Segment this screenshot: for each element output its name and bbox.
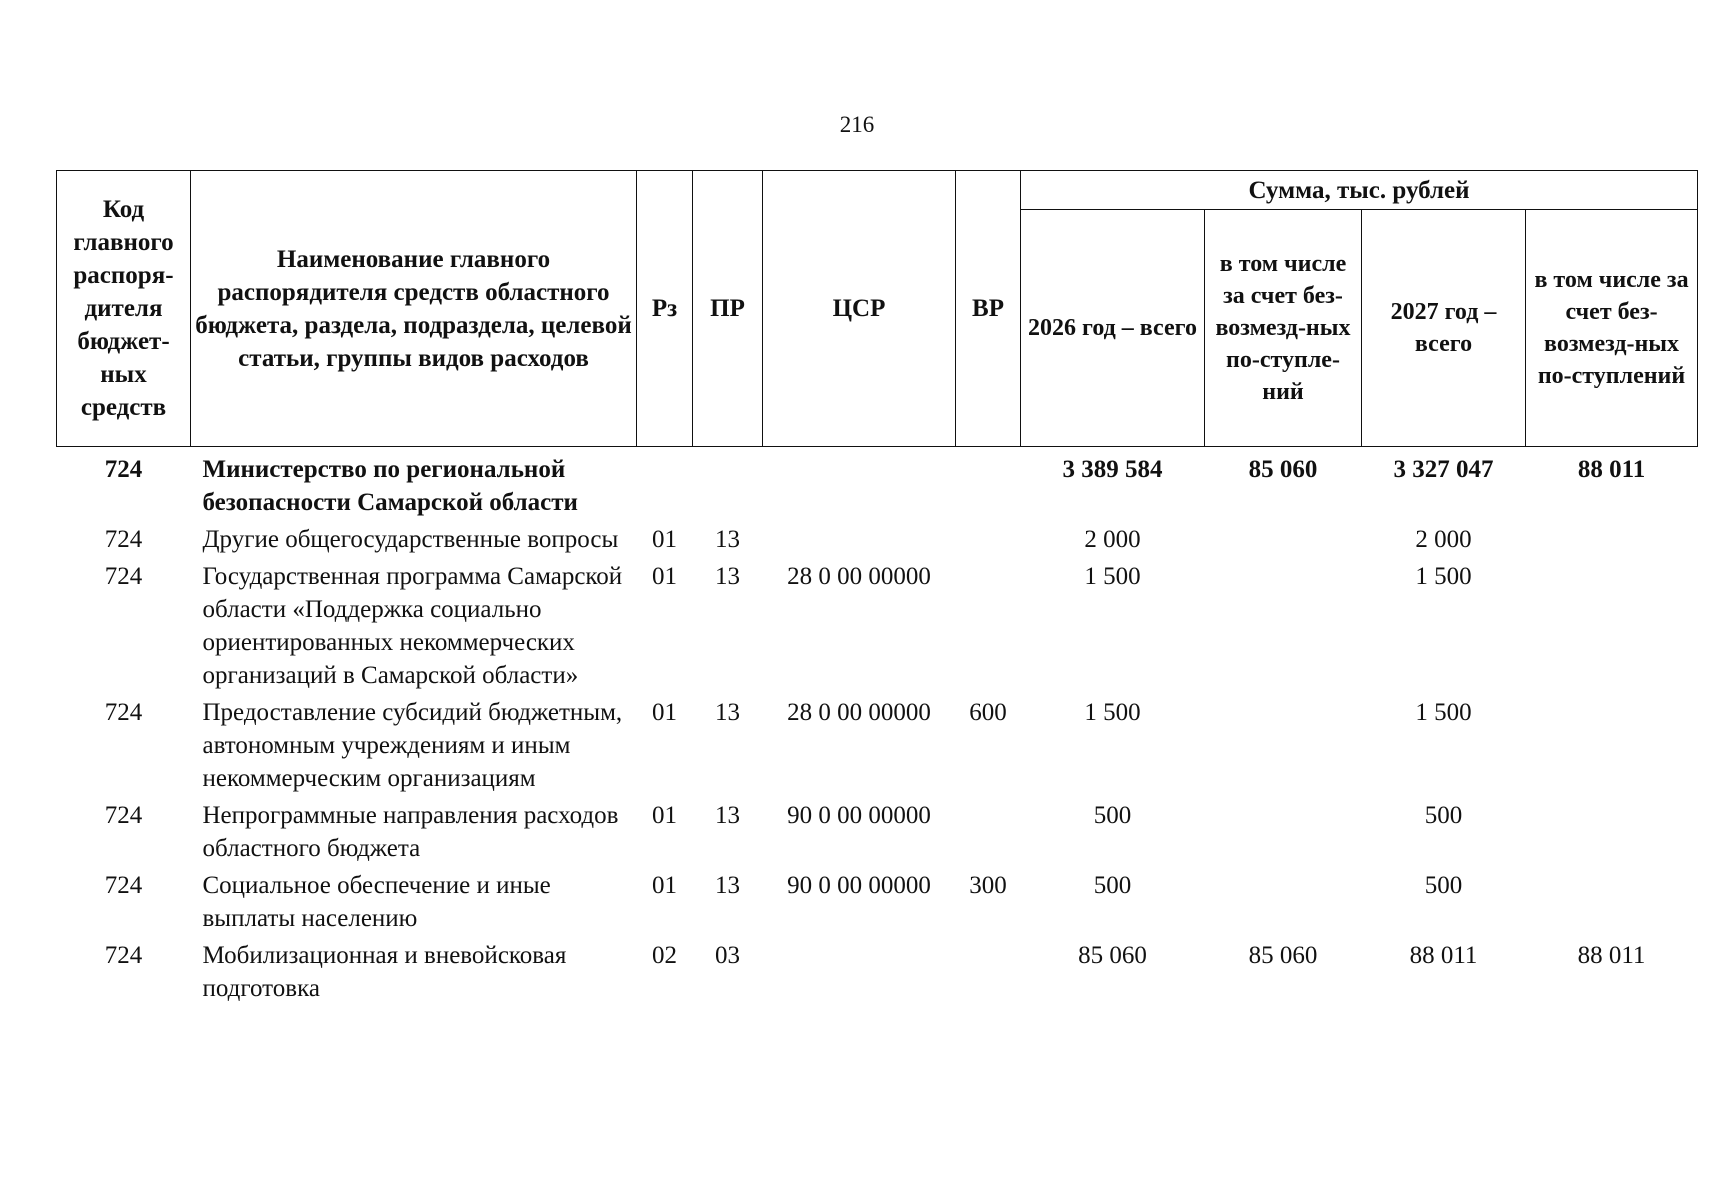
cell-pr: 13: [715, 802, 740, 829]
cell-2027-total: 3 327 047: [1393, 456, 1494, 483]
cell-2027-total: 2 000: [1415, 526, 1472, 553]
cell-csr: [763, 937, 956, 1007]
cell-2026-total: 500: [1093, 872, 1132, 899]
cell-rz: 01: [652, 563, 677, 590]
header-csr: ЦСР: [763, 171, 956, 447]
cell-2027-grants: [1526, 558, 1698, 694]
cell-2027-total: 500: [1424, 802, 1463, 829]
header-2027-grants: в том числе за счет без-возмезд-ных по-ступлений: [1526, 210, 1698, 447]
header-rz: Рз: [637, 171, 693, 447]
header-2026-total: 2026 год – всего: [1021, 210, 1205, 447]
cell-code: 724: [104, 802, 143, 829]
cell-2027-total: 1 500: [1415, 563, 1472, 590]
header-vr: ВР: [956, 171, 1021, 447]
cell-vr: [956, 937, 1021, 1007]
cell-rz: 02: [652, 942, 677, 969]
cell-rz: 01: [652, 699, 677, 726]
cell-2027-total: 1 500: [1415, 699, 1472, 726]
cell-2027-grants: [1526, 521, 1698, 558]
cell-csr: 28 0 00 00000: [787, 563, 931, 590]
cell-vr: [956, 521, 1021, 558]
cell-pr: 13: [715, 872, 740, 899]
cell-name: Министерство по региональной безопасности Самарской области: [202, 456, 578, 516]
cell-2026-total: 3 389 584: [1062, 456, 1163, 483]
cell-2026-grants: [1205, 558, 1362, 694]
table-row: [57, 447, 1698, 522]
cell-name: Другие общегосударственные вопросы: [202, 526, 619, 553]
cell-name: Государственная программа Самарской области «Поддержка социально ориентированных некоммерческих организаций в Самарской области»: [202, 563, 623, 689]
cell-name: Предоставление субсидий бюджетным, автономным учреждениям и иным некоммерческим организациям: [202, 699, 623, 792]
header-name: Наименование главного распорядителя средств областного бюджета, раздела, подраздела, целевой статьи, группы видов расходов: [191, 171, 637, 447]
cell-pr: 13: [715, 563, 740, 590]
cell-2027-total: 500: [1424, 872, 1463, 899]
cell-name: Мобилизационная и вневойсковая подготовка: [202, 942, 567, 1002]
cell-vr: 600: [969, 699, 1007, 726]
cell-2027-total: 88 011: [1409, 942, 1478, 969]
budget-table: [56, 170, 1698, 1007]
page-number: 216: [839, 112, 875, 137]
cell-rz: 01: [652, 872, 677, 899]
cell-csr: [763, 447, 956, 522]
cell-pr: 13: [715, 699, 740, 726]
cell-name: Непрограммные направления расходов областного бюджета: [202, 802, 619, 862]
header-2027-total: 2027 год – всего: [1362, 210, 1526, 447]
cell-rz: 01: [652, 526, 677, 553]
table-row: [57, 867, 1698, 937]
cell-2026-total: 1 500: [1084, 699, 1141, 726]
cell-vr: 300: [969, 872, 1007, 899]
cell-2026-grants: [1205, 521, 1362, 558]
cell-2027-grants: 88 011: [1577, 456, 1646, 483]
cell-name: Социальное обеспечение и иные выплаты населению: [202, 872, 551, 932]
cell-2026-grants: [1205, 797, 1362, 867]
table-row: [57, 558, 1698, 694]
table-row: [57, 937, 1698, 1007]
cell-2026-grants: [1205, 694, 1362, 797]
table-body: [57, 447, 1698, 1008]
cell-code: 724: [104, 872, 143, 899]
cell-code: 724: [104, 456, 143, 483]
cell-rz: 01: [652, 802, 677, 829]
cell-csr: 90 0 00 00000: [787, 802, 931, 829]
cell-csr: [763, 521, 956, 558]
cell-2027-grants: [1526, 797, 1698, 867]
header-2026-grants: в том числе за счет без-возмезд-ных по-ступле-ний: [1205, 210, 1362, 447]
cell-csr: 90 0 00 00000: [787, 872, 931, 899]
cell-2026-grants: [1205, 867, 1362, 937]
header-pr: ПР: [693, 171, 763, 447]
header-sum-group: Сумма, тыс. рублей: [1021, 171, 1698, 210]
cell-2026-grants: 85 060: [1248, 942, 1318, 969]
cell-code: 724: [104, 526, 143, 553]
cell-vr: [956, 447, 1021, 522]
cell-2027-grants: [1526, 867, 1698, 937]
table-header: [57, 171, 1698, 447]
cell-rz: [637, 447, 693, 522]
cell-2027-grants: 88 011: [1577, 942, 1646, 969]
cell-2026-total: 1 500: [1084, 563, 1141, 590]
header-code: Код главного распоря-дителя бюджет-ных средств: [57, 171, 191, 447]
table-row: [57, 521, 1698, 558]
cell-2027-grants: [1526, 694, 1698, 797]
cell-pr: [693, 447, 763, 522]
cell-code: 724: [104, 942, 143, 969]
cell-code: 724: [104, 563, 143, 590]
cell-csr: 28 0 00 00000: [787, 699, 931, 726]
cell-2026-grants: 85 060: [1248, 456, 1318, 483]
cell-pr: 13: [715, 526, 740, 553]
table-row: [57, 694, 1698, 797]
cell-code: 724: [104, 699, 143, 726]
cell-2026-total: 2 000: [1084, 526, 1141, 553]
table-row: [57, 797, 1698, 867]
cell-vr: [956, 558, 1021, 694]
cell-2026-total: 85 060: [1078, 942, 1147, 969]
cell-vr: [956, 797, 1021, 867]
cell-2026-total: 500: [1093, 802, 1132, 829]
cell-pr: 03: [715, 942, 740, 969]
